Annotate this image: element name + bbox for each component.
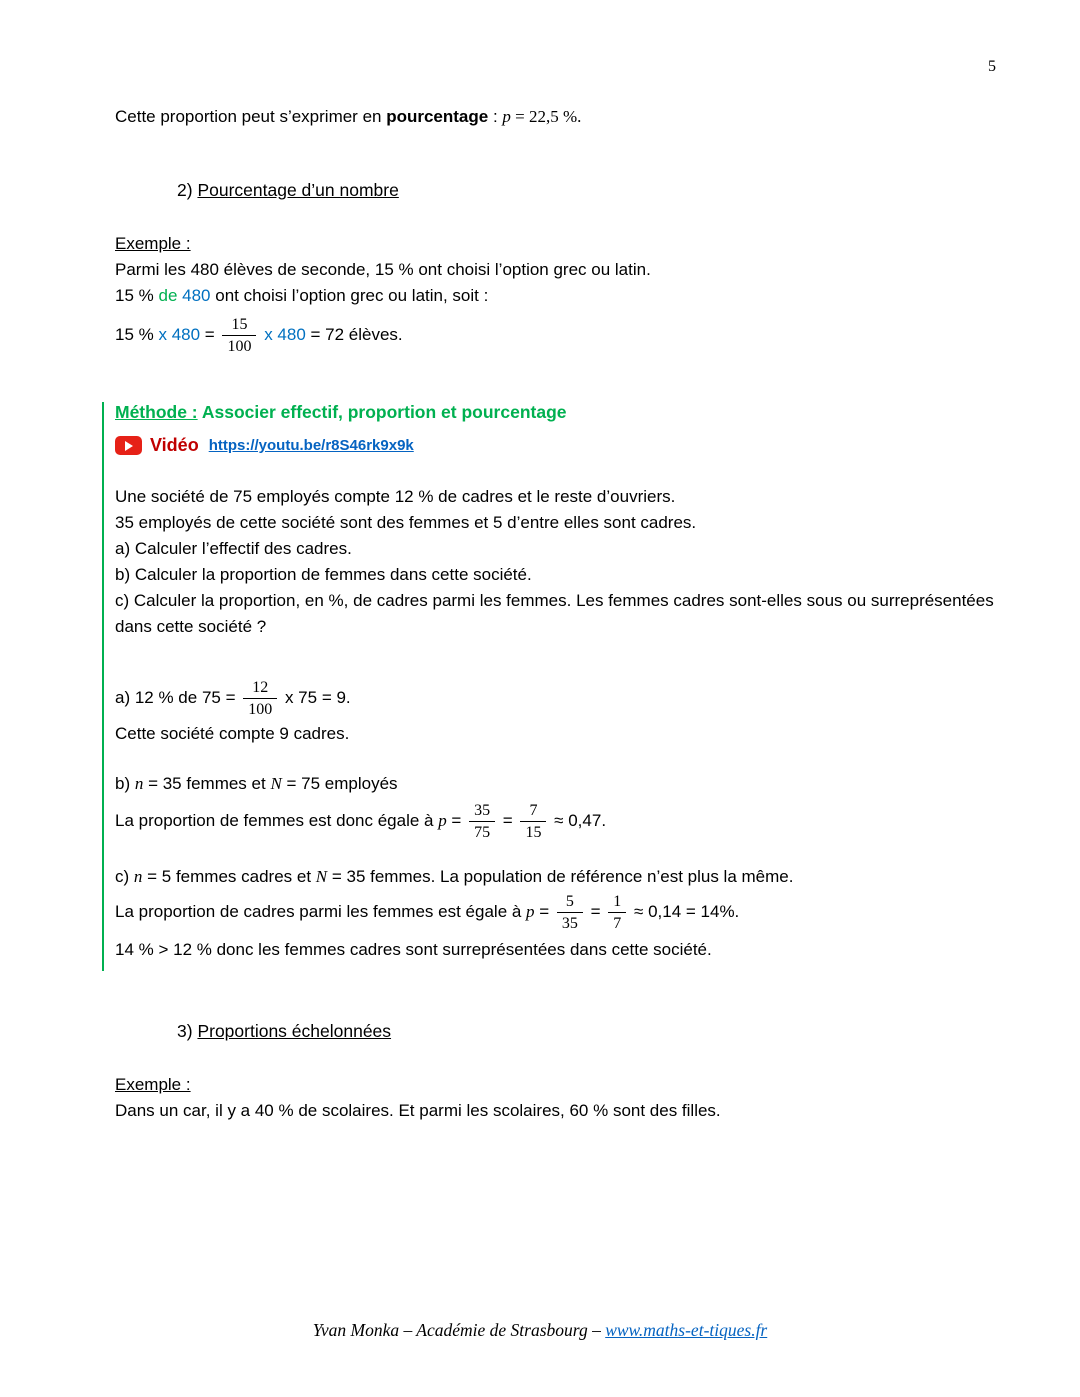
text-fragment: = 75 employés xyxy=(281,774,398,793)
solution-b-formula xyxy=(115,799,995,844)
math-var-p: p xyxy=(438,810,447,830)
example-1-formula xyxy=(115,313,995,358)
example-2-block xyxy=(115,1072,995,1124)
fraction-7-15 xyxy=(520,801,546,842)
fraction-12-100 xyxy=(243,678,277,719)
bold-pourcentage: pourcentage xyxy=(386,107,489,126)
problem-question-a: a) Calculer l’effectif des cadres. xyxy=(115,539,352,558)
fraction-denominator: 35 xyxy=(561,915,578,932)
solution-c-conclusion: 14 % > 12 % donc les femmes cadres sont surreprésentées dans cette société. xyxy=(115,940,712,959)
text-fragment: = xyxy=(534,901,554,921)
fraction-denominator: 75 xyxy=(474,824,491,841)
math-var-N: N xyxy=(270,774,282,793)
fraction-numerator: 1 xyxy=(608,892,626,913)
math-var-N: N xyxy=(315,867,328,886)
youtube-play-icon[interactable] xyxy=(115,436,142,455)
fraction-denominator: 100 xyxy=(248,701,273,718)
fraction-denominator: 7 xyxy=(613,915,622,932)
example-label: Exemple : xyxy=(115,234,191,253)
problem-question-b: b) Calculer la proportion de femmes dans cette société. xyxy=(115,565,532,584)
page-footer xyxy=(0,1320,1080,1341)
section-3-title: Proportions échelonnées xyxy=(197,1021,392,1041)
video-link[interactable]: https://youtu.be/r8S46rk9x9k xyxy=(208,437,414,454)
intro-value: = 22,5 %. xyxy=(510,107,582,126)
fraction-denominator: 15 xyxy=(525,824,542,841)
value-x480: x 480 xyxy=(264,324,306,344)
solution-c-line-1 xyxy=(115,864,995,890)
methode-title-text: Associer effectif, proportion et pourcentage xyxy=(197,402,567,422)
page-number: 5 xyxy=(988,58,996,75)
text-fragment: b) xyxy=(115,774,135,793)
solution-b-line-1 xyxy=(115,771,995,797)
example-label: Exemple : xyxy=(115,1075,191,1094)
fraction-numerator: 5 xyxy=(557,892,583,913)
math-var-n: n xyxy=(133,867,143,886)
fraction-numerator: 12 xyxy=(243,678,277,699)
text-fragment: a) 12 % de 75 = xyxy=(115,687,241,707)
intro-paragraph xyxy=(115,104,995,130)
text-fragment: = 5 femmes cadres et xyxy=(142,867,316,886)
footer-link[interactable]: www.maths-et-tiques.fr xyxy=(605,1320,768,1340)
text-fragment: = xyxy=(498,810,518,830)
text-fragment: = 35 femmes. La population de référence n’est plus la même. xyxy=(327,867,794,886)
fraction-15-100 xyxy=(222,315,256,356)
fraction-numerator: 35 xyxy=(469,801,495,822)
value-480: 480 xyxy=(182,286,211,305)
solution-c-formula xyxy=(115,890,995,935)
problem-statement xyxy=(115,484,995,640)
problem-line-2: 35 employés de cette société sont des femmes et 5 d’entre elles sont cadres. xyxy=(115,513,697,532)
math-var-n: n xyxy=(134,774,144,793)
example-1-block xyxy=(115,231,995,358)
text-fragment: ≈ 0,14 = 14%. xyxy=(629,901,740,921)
section-2-title: Pourcentage d’un nombre xyxy=(197,180,399,200)
section-heading-3 xyxy=(177,1021,995,1042)
text-fragment: 15 % xyxy=(115,324,159,344)
footer-credit: Yvan Monka – Académie de Strasbourg – xyxy=(312,1320,606,1340)
methode-block xyxy=(102,402,995,971)
solution-a-conclusion: Cette société compte 9 cadres. xyxy=(115,724,350,743)
example-1-line-1: Parmi les 480 élèves de seconde, 15 % ont choisi l’option grec ou latin. xyxy=(115,260,651,279)
text-fragment: 15 % xyxy=(115,286,159,305)
example-1-line-2 xyxy=(115,283,995,309)
intro-text: Cette proportion peut s’exprimer en xyxy=(115,107,387,126)
text-fragment: = 72 élèves. xyxy=(305,324,403,344)
fraction-5-35 xyxy=(557,892,583,933)
text-fragment: = xyxy=(200,324,220,344)
methode-heading xyxy=(115,402,995,423)
solution-b xyxy=(115,771,995,844)
math-var-p: p xyxy=(502,107,511,126)
intro-colon: : xyxy=(488,107,503,126)
text-fragment: = 35 femmes et xyxy=(143,774,271,793)
problem-line-1: Une société de 75 employés compte 12 % de cadres et le reste d’ouvriers. xyxy=(115,487,676,506)
video-line xyxy=(115,435,995,456)
solution-a-formula xyxy=(115,676,995,721)
text-fragment: La proportion de femmes est donc égale à xyxy=(115,810,439,830)
math-var-p: p xyxy=(526,901,535,921)
text-fragment: = xyxy=(585,901,606,921)
text-fragment: = xyxy=(446,810,467,830)
video-label: Vidéo xyxy=(150,435,199,455)
text-fragment: ≈ 0,47. xyxy=(549,810,607,830)
section-heading-2 xyxy=(177,180,995,201)
fraction-numerator: 15 xyxy=(222,315,256,336)
methode-label: Méthode : xyxy=(115,402,198,422)
example-2-line-1: Dans un car, il y a 40 % de scolaires. Et parmi les scolaires, 60 % sont des filles. xyxy=(115,1101,721,1120)
value-x480: x 480 xyxy=(158,324,201,344)
problem-question-c: c) Calculer la proportion, en %, de cadres parmi les femmes. Les femmes cadres sont-elles sous ou surreprésentées dans cette société ? xyxy=(115,591,994,636)
fraction-numerator: 7 xyxy=(520,801,546,822)
fraction-35-75 xyxy=(469,801,495,842)
section-2-prefix: 2) xyxy=(177,180,198,200)
text-fragment: La proportion de cadres parmi les femmes est égale à xyxy=(115,901,527,921)
highlight-de: de xyxy=(158,286,178,305)
text-fragment: ont choisi l’option grec ou latin, soit : xyxy=(210,286,489,305)
section-3-prefix: 3) xyxy=(177,1021,198,1041)
fraction-denominator: 100 xyxy=(227,338,252,355)
text-fragment: x 75 = 9. xyxy=(280,687,351,707)
fraction-1-7 xyxy=(608,892,626,933)
text-fragment: c) xyxy=(115,867,134,886)
solution-c xyxy=(115,864,995,963)
solution-a xyxy=(115,676,995,747)
